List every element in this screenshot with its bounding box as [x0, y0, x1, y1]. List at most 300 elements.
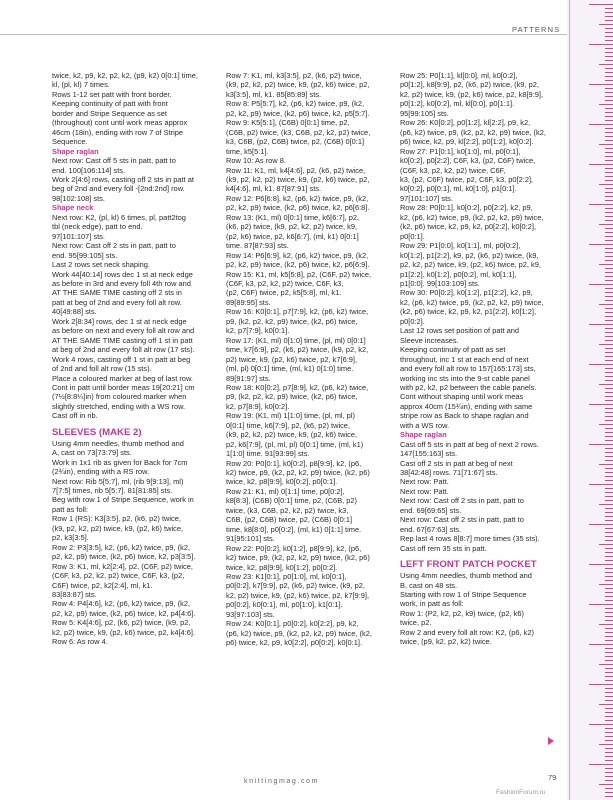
section-heading: Shape raglan: [400, 430, 447, 440]
text-line: of 2nd and foll alt row (15 sts).: [52, 364, 152, 374]
ruler-tick: [605, 476, 613, 477]
ruler-tick: [589, 84, 613, 85]
ruler-tick: [605, 368, 613, 369]
text-line: twice, (p9, k2, p2, k2) twice.: [400, 637, 492, 647]
text-line: (p2, k6) twice, p2, k6[6:7], (ml, k1) 0[0:1]: [226, 231, 359, 241]
text-line: Using 4mm needles, thumb method and: [400, 571, 532, 581]
text-line: p2, k6[7:9], (pl, ml, pl) 0[0:1] time, (ml, k1): [226, 439, 364, 449]
ruler-tick: [605, 8, 613, 9]
ruler-tick: [589, 524, 613, 525]
ruler-tick: [605, 792, 613, 793]
text-line: (p6, k2) twice, p9, (k2, p2, k2, p9) twice, (k2,: [400, 127, 546, 137]
text-line: work, in patt as foll:: [400, 599, 464, 609]
ruler-tick: [605, 52, 613, 53]
text-line: twice, k2, p8[9:9], k0[1:2], p0[0:2].: [226, 562, 338, 572]
text-line: twice, k2, p9, k2, p2, k2, (p9, k2) 0[0:1] time,: [52, 71, 198, 80]
ruler-tick: [605, 340, 613, 341]
ruler-tick: [605, 148, 613, 149]
footer-url: knittingmag.com: [244, 778, 319, 785]
major-heading: SLEEVES (MAKE 2): [52, 426, 142, 438]
text-column-2: [226, 71, 401, 648]
text-line: k8[8:3], (C6B) 0[0:1] time, p2, (C6B, p2): [226, 496, 358, 506]
ruler-tick: [589, 364, 613, 365]
text-line: (p6, k2) twice, p9, (k2, p2, k2, p9) twice, (k2,: [226, 628, 372, 638]
ruler-tick: [605, 212, 613, 213]
section-heading: Shape raglan: [52, 146, 99, 156]
ruler-tick: [605, 292, 613, 293]
ruler-tick: [589, 284, 613, 285]
ruler-tick: [605, 220, 613, 221]
ruler-tick: [605, 716, 613, 717]
text-line: 38[42:48] rows. 71[71:67] sts.: [400, 468, 498, 478]
text-line: Row 3: K1, ml, k2[2:4], p2, (C6F, p2) twice,: [52, 561, 193, 571]
ruler-tick: [605, 48, 613, 49]
ruler-tick: [599, 64, 613, 65]
ruler-tick: [605, 116, 613, 117]
text-line: p6) twice, k2, p9, kl[2:2], p0[1:2], k0[0:2].: [400, 137, 534, 147]
text-line: B, cast on 48 sts.: [400, 580, 458, 590]
ruler-tick: [605, 580, 613, 581]
ruler-tick: [605, 536, 613, 537]
ruler-tick: [605, 72, 613, 73]
text-line: Cast off in rib.: [52, 411, 98, 421]
ruler-tick: [605, 92, 613, 93]
ruler-tick: [605, 456, 613, 457]
ruler-tick: [599, 664, 613, 665]
ruler-tick: [605, 236, 613, 237]
text-line: approx 40cm (15¾in), ending with same: [400, 401, 533, 411]
text-line: (C6F, k3, p2, k2, p2) twice, C6F, k3,: [226, 278, 344, 288]
ruler-tick: [605, 372, 613, 373]
text-line: C6F) twice, p2, k2[2:4], ml, k1.: [52, 580, 153, 590]
ruler-tick: [605, 500, 613, 501]
ruler-tick: [605, 132, 613, 133]
text-line: time, k8[8:0], p0[0:2], (ml, k1) 0[1:1] time.: [226, 524, 362, 534]
text-line: Row 4: P4[4:6], k2, (p6, k2) twice, p9, (k2,: [52, 599, 191, 609]
ruler-tick: [605, 488, 613, 489]
ruler-tick: [605, 680, 613, 681]
text-line: p0[1:2], k0[0:2], ml, kl[0:0], p0[1:1].: [400, 99, 515, 109]
text-line: A, cast on 73[73:79] sts.: [52, 448, 132, 458]
ruler-tick: [605, 452, 613, 453]
ruler-tick: [605, 760, 613, 761]
ruler-tick: [605, 688, 613, 689]
ruler-tick: [599, 464, 613, 465]
ruler-tick: [605, 692, 613, 693]
ruler-tick: [605, 612, 613, 613]
text-line: p2, k2, p9) twice, (k2, p6) twice, k2, p5[5:7].: [226, 108, 370, 118]
ruler-tick: [605, 492, 613, 493]
ruler-tick: [599, 344, 613, 345]
ruler-tick: [589, 204, 613, 205]
text-line: k3[3:5], ml, k1. 85[85:89] sts.: [226, 89, 322, 99]
text-line: k2, p7[8:9], k0[0:2].: [226, 401, 290, 411]
ruler-tick: [605, 316, 613, 317]
ruler-tick: [605, 400, 613, 401]
text-line: 46cm (18in), ending with row 7 of Stripe: [52, 127, 184, 137]
ruler-tick: [605, 460, 613, 461]
text-column-1: [52, 71, 227, 647]
text-line: (k2, p6) twice, k2, p9, k2, p0[2:2], k0[0:2],: [400, 222, 537, 232]
text-line: Row 9: K5[5:1], (C6B) 0[0:1] time, p2,: [226, 118, 350, 128]
text-line: Row 11: K1, ml, k4[4:6], p2, (k6, p2) twice,: [226, 165, 366, 175]
text-line: time, k7[6:9], p2, (k6, p2) twice, (k9, p2, k2,: [226, 345, 369, 355]
text-line: p0[0:2], k0[0:1], ml, p0[1:0], k1[0:1].: [226, 600, 343, 610]
text-line: 89[89:95] sts.: [226, 297, 271, 307]
ruler-tick: [605, 136, 613, 137]
text-line: 97[101:107] sts.: [400, 193, 453, 203]
text-line: Row 28: P0[0:1], k0[0:2], p0[2:2], k2, p9,: [400, 203, 533, 213]
ruler-tick: [605, 168, 613, 169]
text-line: p2, k2, p9) twice, (k2, p6) twice, k2, p4[4:6].: [52, 608, 196, 618]
text-line: Rep last 4 rows 8[8:7] more times (35 sts).: [400, 534, 540, 544]
text-line: (k9, p2, k2, p2) twice, k9, (p2, k6) twice,: [226, 430, 358, 440]
ruler-tick: [605, 36, 613, 37]
ruler-tick: [605, 616, 613, 617]
text-line: Keeping continuity of patt as set: [400, 345, 506, 355]
ruler-tick: [599, 184, 613, 185]
text-line: Row 17: (K1, ml) 0[1:0] time, (pl, ml) 0[0:1]: [226, 335, 366, 345]
text-line: Next row: Patt.: [400, 477, 449, 487]
ruler-tick: [589, 164, 613, 165]
ruler-tick: [605, 740, 613, 741]
text-line: p6) twice, k2, p9, k0[2:2], p0[0:2], k0[0:1].: [226, 638, 363, 648]
text-line: Cont without shaping until work meas: [400, 392, 524, 402]
ruler-tick: [605, 16, 613, 17]
text-line: Cast off rem 35 sts in patt.: [400, 543, 487, 553]
ruler-tick: [605, 280, 613, 281]
ruler-tick: [605, 176, 613, 177]
ruler-tick: [599, 624, 613, 625]
text-line: (k2, p6) twice, k2, p9, k2, p1[2:2], k0[1:2],: [400, 307, 537, 317]
ruler-tick: [599, 264, 613, 265]
text-line: 83[83:87] sts.: [52, 590, 97, 600]
text-line: p9, (k2, p2, k2, p9) twice, (k2, p6) twice,: [226, 392, 358, 402]
text-line: patt as foll:: [52, 504, 88, 514]
ruler-tick: [599, 304, 613, 305]
text-line: 1[1:0] time. 91[93:99] sts.: [226, 449, 310, 459]
text-line: p2, k2, p9) twice, (k2, p6) twice, k2, p6[6:8].: [226, 203, 370, 213]
ruler-tick: [605, 796, 613, 797]
text-line: Row 23: K1[0:1], p0[1:0], ml, k0[0:1],: [226, 572, 347, 582]
text-line: Work 44[40:14] rows dec 1 st at neck edge: [52, 269, 193, 279]
ruler-tick: [605, 516, 613, 517]
major-heading: LEFT FRONT PATCH POCKET: [400, 559, 537, 571]
ruler-tick: [605, 252, 613, 253]
text-line: k3, C6B, (p2, C6B) twice, p2, (C6B) 0[0:1]: [226, 137, 365, 147]
ruler-tick: [605, 12, 613, 13]
ruler-tick: [605, 140, 613, 141]
ruler-tick: [589, 724, 613, 725]
ruler-tick: [605, 696, 613, 697]
text-line: (k9, p2, k2, p2) twice, k9, (p2, k6) twice, p2,: [226, 174, 370, 184]
ruler-tick: [605, 496, 613, 497]
ruler-tick: [605, 480, 613, 481]
text-line: Work in 1x1 rib as given for Back for 7cm: [52, 457, 188, 467]
text-line: Row 2: P3[3:5], k2, (p6, k2) twice, p9, (k2,: [52, 542, 191, 552]
text-line: (p2, C6F) twice, p2, k5[5:8], ml, k1.: [226, 288, 342, 298]
ruler-tick: [605, 68, 613, 69]
watermark: FashionForum.ru: [496, 789, 546, 796]
ruler-tick: [605, 296, 613, 297]
text-line: Work 4 rows, casting off 1 st in patt at beg: [52, 354, 191, 364]
ruler-tick: [605, 376, 613, 377]
text-line: 98[102:108] sts.: [52, 193, 105, 203]
ruler-tick: [605, 60, 613, 61]
text-line: twice, p2.: [400, 618, 432, 628]
text-line: Next row: Cast off 2 sts in patt, patt to: [52, 241, 176, 251]
ruler-tick: [605, 732, 613, 733]
text-line: with a WS row.: [400, 420, 450, 430]
ruler-tick: [605, 172, 613, 173]
ruler-tick: [605, 472, 613, 473]
ruler-tick: [589, 444, 613, 445]
text-line: p0[0:1].: [400, 231, 425, 241]
ruler-tick: [605, 736, 613, 737]
text-line: (7½[8:8¼]in) from coloured marker when: [52, 392, 187, 402]
text-line: Starting with row 1 of Stripe Sequence: [400, 590, 527, 600]
text-line: slightly stretched, ending with a WS row.: [52, 401, 186, 411]
ruler-tick: [605, 40, 613, 41]
text-line: 95[99:105] sts.: [400, 108, 449, 118]
ruler-tick: [605, 156, 613, 157]
text-line: Row 1: (P2, k2, p2, k9) twice, (p2, k6): [400, 608, 525, 618]
ruler-tick: [589, 684, 613, 685]
text-line: (throughout) cont until work meas approx: [52, 118, 188, 128]
text-line: k4[4:6], ml, k1. 87[87:91] sts.: [226, 184, 322, 194]
text-line: Cast off 2 sts in patt at beg of next: [400, 458, 513, 468]
page-number: 79: [548, 773, 557, 782]
text-line: working inc sts into the 9-st cable panel: [400, 373, 530, 383]
ruler-tick: [605, 780, 613, 781]
continue-arrow-icon: [548, 737, 554, 745]
ruler-tick: [605, 620, 613, 621]
ruler-tick: [605, 532, 613, 533]
text-line: (C6F, k3, p2, k2, p2) twice, C6F, k3, (p2,: [52, 571, 185, 581]
text-line: stripe row as Back to shape raglan and: [400, 411, 529, 421]
ruler-tick: [605, 508, 613, 509]
text-line: 0[0:1] time, k6[7:9], p2, (k6, p2) twice,: [226, 420, 351, 430]
text-line: k2, p2) twice, k9, (p2, k6) twice, p2, k8[9:9],: [400, 89, 544, 99]
ruler-tick: [605, 588, 613, 589]
ruler-tick: [605, 552, 613, 553]
text-line: (k9, p2, k2, p2) twice, k9, (p2, k6) twice, p2,: [226, 80, 370, 90]
ruler-tick: [605, 348, 613, 349]
text-line: end. 69[69:65] sts.: [400, 505, 462, 515]
ruler-tick: [599, 584, 613, 585]
text-line: p2, k2, p9) twice, (k2, p6) twice, k2, p3[3:5].: [52, 552, 196, 562]
ruler-tick: [605, 608, 613, 609]
ruler-tick: [589, 124, 613, 125]
text-line: Sequence.: [52, 137, 88, 147]
ruler-tick: [589, 244, 613, 245]
text-line: Using 4mm needles, thumb method and: [52, 438, 184, 448]
text-line: Row 18: K0[0:2], p7[8:9], k2, (p6, k2) twice,: [226, 382, 369, 392]
ruler-tick: [605, 752, 613, 753]
text-line: with p2, k2, p2 between the cable panels.: [400, 382, 537, 392]
text-line: Row 15: K1, ml, k5[5:8], p2, (C6F, p2) twice,: [226, 269, 372, 279]
ruler-tick: [599, 744, 613, 745]
text-line: Beg with row 1 of Stripe Sequence, work in: [52, 495, 194, 505]
ruler-tick: [605, 152, 613, 153]
text-line: end. 67[67:63] sts.: [400, 524, 462, 534]
ruler-tick: [605, 196, 613, 197]
text-line: 40[49:88] sts.: [52, 307, 97, 317]
text-line: Last 2 rows set neck shaping.: [52, 260, 150, 270]
ruler-tick: [589, 564, 613, 565]
ruler-tick: [605, 108, 613, 109]
text-line: as before in 3rd and every foll 4th row and: [52, 278, 191, 288]
ruler-tick: [599, 104, 613, 105]
text-line: Row 20: P0[0:1], k0[0:2], p8[9:9], k2, (p6,: [226, 458, 362, 468]
ruler-tick: [605, 20, 613, 21]
ruler-tick: [605, 596, 613, 597]
ruler-tick: [605, 120, 613, 121]
ruler-tick: [605, 248, 613, 249]
text-line: Row 6: As row 4.: [52, 637, 108, 647]
ruler-tick: [605, 640, 613, 641]
ruler-tick: [605, 528, 613, 529]
ruler-tick: [605, 720, 613, 721]
ruler-tick: [605, 88, 613, 89]
text-line: Last 12 rows set position of patt and: [400, 326, 520, 336]
ruler-tick: [605, 216, 613, 217]
ruler-tick: [605, 352, 613, 353]
ruler-tick: [605, 208, 613, 209]
text-line: Row 2 and every foll alt row: K2, (p6, k2): [400, 627, 534, 637]
ruler-tick: [605, 576, 613, 577]
ruler-tick: [605, 712, 613, 713]
ruler-tick: [605, 320, 613, 321]
text-line: k2) twice, p9, (k2, p2, k2, p9) twice, (k2, p6): [226, 553, 370, 563]
ruler-tick: [605, 628, 613, 629]
ruler-tick: [605, 672, 613, 673]
ruler-tick: [599, 24, 613, 25]
ruler-tick: [605, 276, 613, 277]
text-line: time. 87[87:93] sts.: [226, 241, 289, 251]
ruler-tick: [605, 160, 613, 161]
text-line: Work 2[8:34] rows, dec 1 st at neck edge: [52, 316, 187, 326]
text-line: (C6F, k3, p2, k2, p2) twice, C6F,: [400, 165, 506, 175]
text-line: Row 16: K0[0:1], p7[7:9], k2, (p6, k2) twice,: [226, 307, 369, 317]
text-line: throughout, inc 1 st at each end of next: [400, 354, 529, 364]
ruler-tick: [605, 336, 613, 337]
header-rule: [0, 34, 567, 35]
text-line: Next row: Cast off 2 sts in patt, patt to: [400, 496, 524, 506]
ruler-tick: [605, 416, 613, 417]
ruler-tick: [605, 232, 613, 233]
ruler-tick: [589, 404, 613, 405]
ruler-tick: [605, 112, 613, 113]
ruler-tick: [605, 76, 613, 77]
text-line: p1[0:0]. 99[103:109] sts.: [400, 278, 480, 288]
text-line: (k9, p2, k2, p2) twice, k9, (p2, k6) twice,: [52, 523, 184, 533]
text-line: Row 30: P0[0:2], k0[1:2], p1[2:2], k2, p9,: [400, 288, 533, 298]
ruler-tick: [605, 440, 613, 441]
text-line: at beg of 2nd and every foll alt row (17 sts).: [52, 345, 195, 355]
ruler-tick: [605, 396, 613, 397]
text-line: Rows 1-12 set patt with front border.: [52, 89, 172, 99]
ruler-tick: [605, 512, 613, 513]
text-line: Row 5: K4[4:6], p2, (k6, p2) twice, (k9, p2,: [52, 618, 191, 628]
ruler-tick: [599, 144, 613, 145]
text-line: AT THE SAME TIME casting off 1 st in patt: [52, 335, 193, 345]
ruler-tick: [605, 652, 613, 653]
text-line: Cast off 5 sts in patt at beg of next 2 rows.: [400, 439, 539, 449]
ruler-tick: [605, 56, 613, 57]
text-line: Row 12: P6[6:8], k2, (p6, k2) twice, p9, (k2,: [226, 193, 369, 203]
text-line: k3, (p2, C6F) twice, p2, C6F, k3, p0[2:2],: [400, 174, 534, 184]
ruler-tick: [605, 520, 613, 521]
ruler-tick: [605, 188, 613, 189]
text-line: p2, k2, p9) twice, (k2, p6) twice, k2, p6[6:9].: [226, 260, 370, 270]
ruler-tick: [605, 728, 613, 729]
ruler-tick: [605, 648, 613, 649]
text-line: k2, p7[7:9], k0[0:1].: [226, 326, 290, 336]
text-line: beg of 2nd and every foll -[2nd:2nd] row.: [52, 184, 185, 194]
text-line: p0[0:2].: [400, 316, 425, 326]
text-line: p2, k3[3:5].: [52, 533, 89, 543]
text-line: AT THE SAME TIME casting off 2 sts in: [52, 288, 182, 298]
ruler-tick: [605, 32, 613, 33]
text-line: p0[1:2], k8[9:9], p2, (k6, p2) twice, (k9, p2,: [400, 80, 539, 90]
text-line: Keeping continuity of patt with front: [52, 99, 168, 109]
text-line: k2, p2) twice, k9, (p2, k6) twice, p2, k7[9:9],: [226, 590, 370, 600]
text-line: k2, p2) twice, k9, (p2, k6) twice, p2, k4[4:6].: [52, 627, 196, 637]
text-line: Next row: Cast off 5 sts in patt, patt to: [52, 156, 176, 166]
ruler-tick: [589, 44, 613, 45]
ruler-tick: [605, 192, 613, 193]
ruler-tick: [605, 228, 613, 229]
ruler-tick: [605, 468, 613, 469]
ruler-tick: [605, 668, 613, 669]
ruler-tick: [605, 256, 613, 257]
ruler-tick: [605, 776, 613, 777]
text-line: Row 21: K1, ml) 0[1:1] time, p0[0:2],: [226, 486, 345, 496]
text-line: C6B, (p2, C6B) twice, p2, (C6B) 0[0:1]: [226, 515, 353, 525]
ruler-tick: [605, 268, 613, 269]
text-line: k2) twice, p9, (k2, p2, k2, p9) twice, (k2, p6): [226, 468, 370, 478]
text-line: Row 22: P0[0:2], k0[1:2], p8[9:9], k2, (p6,: [226, 543, 362, 553]
ruler-tick: [605, 556, 613, 557]
ruler-tick: [605, 288, 613, 289]
text-line: 93[97:103] sts.: [226, 609, 275, 619]
ruler-tick: [599, 424, 613, 425]
ruler-tick: [605, 748, 613, 749]
ruler-tick: [605, 708, 613, 709]
text-line: k0[0:2], p0[2:2], C6F, k3, (p2, C6F) twice,: [400, 156, 536, 166]
text-line: Next row: Patt.: [400, 486, 449, 496]
text-line: Row 25: P0[1:1], kl[0:0], ml, k0[0:2],: [400, 71, 518, 80]
ruler-tick: [589, 644, 613, 645]
ruler-tick: [605, 448, 613, 449]
text-line: k2, (p6, k2) twice, p9, (k2, p2, k2, p9) twice,: [400, 212, 544, 222]
text-line: 97[101:107] sts.: [52, 231, 105, 241]
ruler-tick: [605, 200, 613, 201]
text-line: and every foll alt row to 157[165:173] sts,: [400, 364, 536, 374]
text-line: Row 14: P6[6:9], k2, (p6, k2) twice, p9, (k2,: [226, 250, 369, 260]
ruler-tick: [605, 96, 613, 97]
ruler-tick: [599, 224, 613, 225]
ruler-tick: [605, 788, 613, 789]
text-line: p2) twice, k9, (p2, k6) twice, p2, k7[6:9],: [226, 354, 358, 364]
ruler-tick: [605, 312, 613, 313]
ruler-tick: [605, 772, 613, 773]
ruler-tick: [605, 80, 613, 81]
ruler-tick: [605, 300, 613, 301]
ruler-tick: [605, 100, 613, 101]
ruler-tick: [605, 756, 613, 757]
